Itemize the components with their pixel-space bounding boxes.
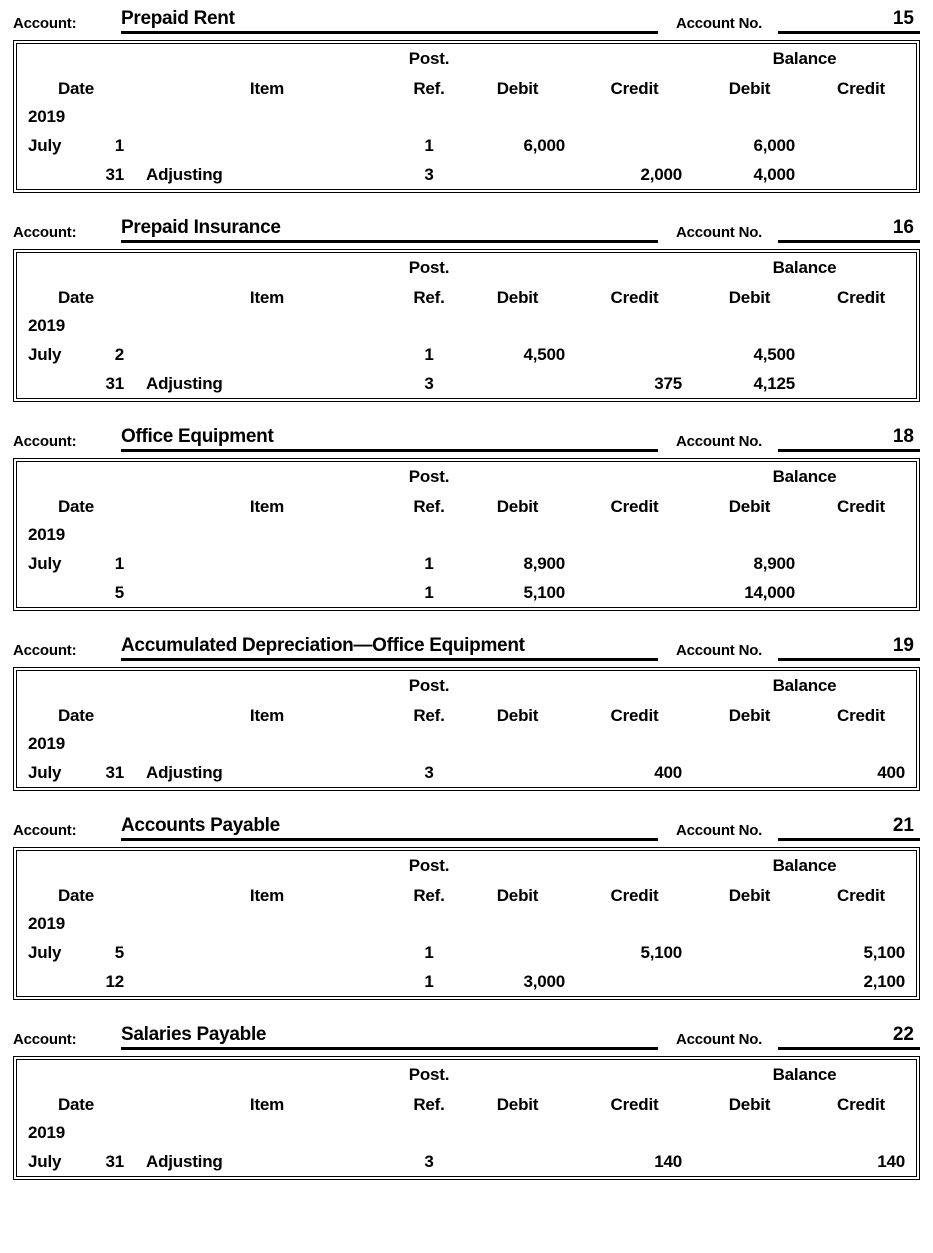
date-header: Date [17, 282, 135, 311]
table-row [17, 131, 916, 160]
credit-cell-empty [576, 909, 693, 938]
debit-cell: 6,000 [459, 131, 576, 160]
balance-debit-cell: 4,500 [693, 340, 806, 369]
balance-credit-cell: 140 [806, 1147, 916, 1176]
account-name: Accumulated Depreciation—Office Equipment [121, 635, 525, 656]
post-ref-cell: 1 [399, 340, 459, 369]
item-cell-empty [135, 729, 399, 758]
account-no: 19 [892, 635, 914, 656]
date-day-cell: 5 [89, 938, 135, 967]
account-no-field [778, 815, 920, 841]
credit-cell-empty [576, 729, 693, 758]
post-ref-header-line1: Post. [399, 253, 459, 282]
account-no-label: Account No. [676, 642, 763, 659]
item-cell-empty [135, 311, 399, 340]
account-header [13, 813, 920, 841]
ledger-block [13, 1022, 920, 1180]
year-cell: 2019 [17, 311, 89, 340]
date-month-cell [17, 369, 89, 398]
post-ref-header-line2: Ref. [399, 282, 459, 311]
account-no-field [778, 8, 920, 34]
post-ref-header-line2: Ref. [399, 880, 459, 909]
post-ref-cell: 3 [399, 160, 459, 189]
ledger-block [13, 6, 920, 193]
year-cell: 2019 [17, 102, 89, 131]
date-day-cell: 5 [89, 578, 135, 607]
debit-cell-empty [459, 102, 576, 131]
table-year-row [17, 909, 916, 938]
table-header-row-bottom [17, 73, 916, 102]
table-row [17, 938, 916, 967]
table-year-row [17, 729, 916, 758]
item-cell [135, 549, 399, 578]
date-month-cell: July [17, 1147, 89, 1176]
account-no-label: Account No. [676, 433, 763, 450]
ledger-table [13, 249, 920, 402]
date-day-cell: 31 [89, 1147, 135, 1176]
date-header-top [17, 851, 135, 880]
ledger-table [13, 847, 920, 1000]
table-year-row [17, 1118, 916, 1147]
account-name-field [121, 1024, 658, 1050]
credit-header: Credit [576, 1089, 693, 1118]
credit-cell: 400 [576, 758, 693, 787]
account-name-field [121, 635, 658, 661]
credit-cell-empty [576, 520, 693, 549]
account-no-label: Account No. [676, 822, 763, 839]
date-header: Date [17, 73, 135, 102]
account-label: Account: [13, 822, 77, 839]
debit-header: Debit [459, 282, 576, 311]
balance-debit-cell [693, 758, 806, 787]
debit-header-top [459, 462, 576, 491]
balance-header: Balance [693, 1060, 916, 1089]
date-month-cell: July [17, 938, 89, 967]
date-header-top [17, 44, 135, 73]
table-header-row-bottom [17, 491, 916, 520]
debit-header-top [459, 851, 576, 880]
account-name: Office Equipment [121, 426, 274, 447]
balance-debit-header: Debit [693, 1089, 806, 1118]
day-cell-empty [89, 909, 135, 938]
post-ref-cell-empty [399, 1118, 459, 1147]
post-ref-cell-empty [399, 102, 459, 131]
debit-cell-empty [459, 729, 576, 758]
credit-header: Credit [576, 700, 693, 729]
balance-debit-cell [693, 938, 806, 967]
date-header-top [17, 462, 135, 491]
table-row [17, 578, 916, 607]
post-ref-header-line1: Post. [399, 462, 459, 491]
date-header: Date [17, 700, 135, 729]
balance-credit-cell-empty [806, 909, 916, 938]
balance-debit-cell: 4,000 [693, 160, 806, 189]
item-cell: Adjusting [135, 1147, 399, 1176]
ledger-table [13, 458, 920, 611]
ledger-block [13, 424, 920, 611]
balance-credit-cell-empty [806, 520, 916, 549]
debit-cell [459, 758, 576, 787]
balance-credit-cell [806, 160, 916, 189]
year-cell: 2019 [17, 1118, 89, 1147]
balance-credit-cell: 400 [806, 758, 916, 787]
account-name-field [121, 426, 658, 452]
balance-debit-cell-empty [693, 520, 806, 549]
table-row [17, 160, 916, 189]
item-header: Item [135, 73, 399, 102]
item-cell: Adjusting [135, 160, 399, 189]
debit-header-top [459, 44, 576, 73]
post-ref-header-line2: Ref. [399, 491, 459, 520]
post-ref-cell-empty [399, 729, 459, 758]
balance-credit-header: Credit [806, 491, 916, 520]
balance-credit-cell: 2,100 [806, 967, 916, 996]
table-row [17, 340, 916, 369]
ledger-table [13, 667, 920, 791]
account-name: Accounts Payable [121, 815, 280, 836]
debit-header: Debit [459, 491, 576, 520]
balance-credit-cell [806, 131, 916, 160]
item-cell: Adjusting [135, 758, 399, 787]
ledger-table [13, 40, 920, 193]
balance-header: Balance [693, 462, 916, 491]
item-cell [135, 967, 399, 996]
post-ref-header-line1: Post. [399, 851, 459, 880]
debit-header-top [459, 1060, 576, 1089]
table-row [17, 758, 916, 787]
item-header-top [135, 851, 399, 880]
day-cell-empty [89, 729, 135, 758]
balance-debit-header: Debit [693, 491, 806, 520]
balance-debit-header: Debit [693, 73, 806, 102]
credit-header: Credit [576, 880, 693, 909]
credit-cell-empty [576, 102, 693, 131]
item-cell [135, 578, 399, 607]
date-month-cell [17, 967, 89, 996]
balance-credit-header: Credit [806, 282, 916, 311]
day-cell-empty [89, 102, 135, 131]
item-cell-empty [135, 1118, 399, 1147]
item-cell-empty [135, 909, 399, 938]
post-ref-cell: 1 [399, 578, 459, 607]
balance-credit-cell [806, 340, 916, 369]
balance-debit-header: Debit [693, 700, 806, 729]
balance-debit-header: Debit [693, 880, 806, 909]
credit-cell [576, 967, 693, 996]
account-name: Salaries Payable [121, 1024, 267, 1045]
date-day-cell: 31 [89, 369, 135, 398]
day-cell-empty [89, 520, 135, 549]
balance-debit-cell-empty [693, 311, 806, 340]
table-header-row-bottom [17, 282, 916, 311]
date-day-cell: 1 [89, 549, 135, 578]
credit-header-top [576, 44, 693, 73]
credit-cell [576, 549, 693, 578]
ledger-block [13, 813, 920, 1000]
ledger-page [0, 6, 933, 1253]
table-header-row-top [17, 462, 916, 491]
balance-credit-cell [806, 369, 916, 398]
balance-debit-cell: 8,900 [693, 549, 806, 578]
balance-debit-cell-empty [693, 909, 806, 938]
year-cell: 2019 [17, 909, 89, 938]
debit-cell-empty [459, 909, 576, 938]
account-no: 16 [892, 217, 914, 238]
date-day-cell: 12 [89, 967, 135, 996]
balance-credit-header: Credit [806, 700, 916, 729]
account-no-field [778, 635, 920, 661]
table-header-row-top [17, 44, 916, 73]
item-cell: Adjusting [135, 369, 399, 398]
credit-cell: 2,000 [576, 160, 693, 189]
account-label: Account: [13, 433, 77, 450]
day-cell-empty [89, 311, 135, 340]
balance-credit-cell: 5,100 [806, 938, 916, 967]
post-ref-header-line2: Ref. [399, 1089, 459, 1118]
debit-header-top [459, 671, 576, 700]
date-header-top [17, 671, 135, 700]
credit-header: Credit [576, 491, 693, 520]
date-month-cell: July [17, 340, 89, 369]
account-label: Account: [13, 15, 77, 32]
ledger-block [13, 215, 920, 402]
credit-header-top [576, 851, 693, 880]
credit-header-top [576, 462, 693, 491]
post-ref-header-line1: Post. [399, 44, 459, 73]
account-name: Prepaid Insurance [121, 217, 281, 238]
ledger-table [13, 1056, 920, 1180]
date-day-cell: 2 [89, 340, 135, 369]
debit-cell [459, 369, 576, 398]
balance-debit-cell [693, 967, 806, 996]
balance-header: Balance [693, 253, 916, 282]
post-ref-cell: 1 [399, 938, 459, 967]
account-no-field [778, 1024, 920, 1050]
balance-debit-cell-empty [693, 102, 806, 131]
post-ref-header-line2: Ref. [399, 73, 459, 102]
balance-header: Balance [693, 44, 916, 73]
balance-debit-cell [693, 1147, 806, 1176]
account-header [13, 215, 920, 243]
debit-cell: 8,900 [459, 549, 576, 578]
debit-header: Debit [459, 1089, 576, 1118]
date-day-cell: 31 [89, 160, 135, 189]
credit-cell [576, 131, 693, 160]
table-header-row-bottom [17, 880, 916, 909]
item-cell-empty [135, 102, 399, 131]
table-header-row-top [17, 671, 916, 700]
post-ref-header-line2: Ref. [399, 700, 459, 729]
debit-cell: 3,000 [459, 967, 576, 996]
debit-cell [459, 938, 576, 967]
table-header-row-bottom [17, 700, 916, 729]
balance-credit-cell-empty [806, 1118, 916, 1147]
table-header-row-bottom [17, 1089, 916, 1118]
account-no: 21 [892, 815, 914, 836]
post-ref-header-line1: Post. [399, 1060, 459, 1089]
post-ref-cell: 1 [399, 967, 459, 996]
balance-debit-cell: 14,000 [693, 578, 806, 607]
table-row [17, 549, 916, 578]
post-ref-cell-empty [399, 909, 459, 938]
balance-debit-cell-empty [693, 1118, 806, 1147]
account-name-field [121, 8, 658, 34]
item-header: Item [135, 880, 399, 909]
account-no: 22 [892, 1024, 914, 1045]
ledger-block [13, 633, 920, 791]
post-ref-header-line1: Post. [399, 671, 459, 700]
date-month-cell: July [17, 131, 89, 160]
account-label: Account: [13, 1031, 77, 1048]
balance-credit-cell-empty [806, 102, 916, 131]
debit-header-top [459, 253, 576, 282]
balance-credit-header: Credit [806, 73, 916, 102]
account-no: 18 [892, 426, 914, 447]
balance-credit-cell-empty [806, 729, 916, 758]
credit-cell: 375 [576, 369, 693, 398]
date-day-cell: 31 [89, 758, 135, 787]
table-header-row-top [17, 253, 916, 282]
balance-header: Balance [693, 851, 916, 880]
debit-cell-empty [459, 1118, 576, 1147]
balance-debit-header: Debit [693, 282, 806, 311]
account-no-label: Account No. [676, 15, 763, 32]
date-header-top [17, 1060, 135, 1089]
account-label: Account: [13, 224, 77, 241]
credit-cell: 5,100 [576, 938, 693, 967]
account-name-field [121, 815, 658, 841]
balance-credit-header: Credit [806, 1089, 916, 1118]
post-ref-cell: 3 [399, 758, 459, 787]
debit-cell [459, 1147, 576, 1176]
year-cell: 2019 [17, 520, 89, 549]
item-cell [135, 340, 399, 369]
item-cell-empty [135, 520, 399, 549]
date-header-top [17, 253, 135, 282]
debit-cell-empty [459, 520, 576, 549]
date-header: Date [17, 1089, 135, 1118]
account-name-field [121, 217, 658, 243]
table-year-row [17, 520, 916, 549]
balance-debit-cell-empty [693, 729, 806, 758]
credit-cell [576, 578, 693, 607]
table-row [17, 967, 916, 996]
date-month-cell: July [17, 758, 89, 787]
account-no-label: Account No. [676, 1031, 763, 1048]
item-header: Item [135, 491, 399, 520]
account-no-field [778, 217, 920, 243]
date-day-cell: 1 [89, 131, 135, 160]
balance-credit-header: Credit [806, 880, 916, 909]
account-header [13, 424, 920, 452]
account-header [13, 6, 920, 34]
account-header [13, 633, 920, 661]
debit-header: Debit [459, 880, 576, 909]
item-header-top [135, 671, 399, 700]
date-header: Date [17, 880, 135, 909]
post-ref-cell: 3 [399, 1147, 459, 1176]
item-cell [135, 131, 399, 160]
debit-header: Debit [459, 73, 576, 102]
post-ref-cell-empty [399, 520, 459, 549]
account-name: Prepaid Rent [121, 8, 235, 29]
debit-cell: 5,100 [459, 578, 576, 607]
table-header-row-top [17, 1060, 916, 1089]
credit-cell-empty [576, 311, 693, 340]
account-no-field [778, 426, 920, 452]
item-header-top [135, 44, 399, 73]
credit-header-top [576, 671, 693, 700]
credit-header: Credit [576, 282, 693, 311]
account-label: Account: [13, 642, 77, 659]
item-header: Item [135, 1089, 399, 1118]
debit-header: Debit [459, 700, 576, 729]
account-header [13, 1022, 920, 1050]
post-ref-cell-empty [399, 311, 459, 340]
balance-credit-cell [806, 549, 916, 578]
item-header-top [135, 253, 399, 282]
item-header-top [135, 1060, 399, 1089]
table-year-row [17, 311, 916, 340]
date-month-cell: July [17, 549, 89, 578]
balance-header: Balance [693, 671, 916, 700]
date-month-cell [17, 578, 89, 607]
balance-debit-cell: 4,125 [693, 369, 806, 398]
date-header: Date [17, 491, 135, 520]
debit-cell [459, 160, 576, 189]
post-ref-cell: 3 [399, 369, 459, 398]
item-header-top [135, 462, 399, 491]
balance-credit-cell-empty [806, 311, 916, 340]
item-cell [135, 938, 399, 967]
date-month-cell [17, 160, 89, 189]
account-no: 15 [892, 8, 914, 29]
item-header: Item [135, 700, 399, 729]
post-ref-cell: 1 [399, 549, 459, 578]
table-row [17, 369, 916, 398]
post-ref-cell: 1 [399, 131, 459, 160]
account-no-label: Account No. [676, 224, 763, 241]
year-cell: 2019 [17, 729, 89, 758]
credit-header-top [576, 253, 693, 282]
table-row [17, 1147, 916, 1176]
credit-cell-empty [576, 1118, 693, 1147]
credit-header: Credit [576, 73, 693, 102]
table-year-row [17, 102, 916, 131]
debit-cell-empty [459, 311, 576, 340]
credit-header-top [576, 1060, 693, 1089]
debit-cell: 4,500 [459, 340, 576, 369]
day-cell-empty [89, 1118, 135, 1147]
balance-debit-cell: 6,000 [693, 131, 806, 160]
credit-cell: 140 [576, 1147, 693, 1176]
item-header: Item [135, 282, 399, 311]
balance-credit-cell [806, 578, 916, 607]
table-header-row-top [17, 851, 916, 880]
credit-cell [576, 340, 693, 369]
